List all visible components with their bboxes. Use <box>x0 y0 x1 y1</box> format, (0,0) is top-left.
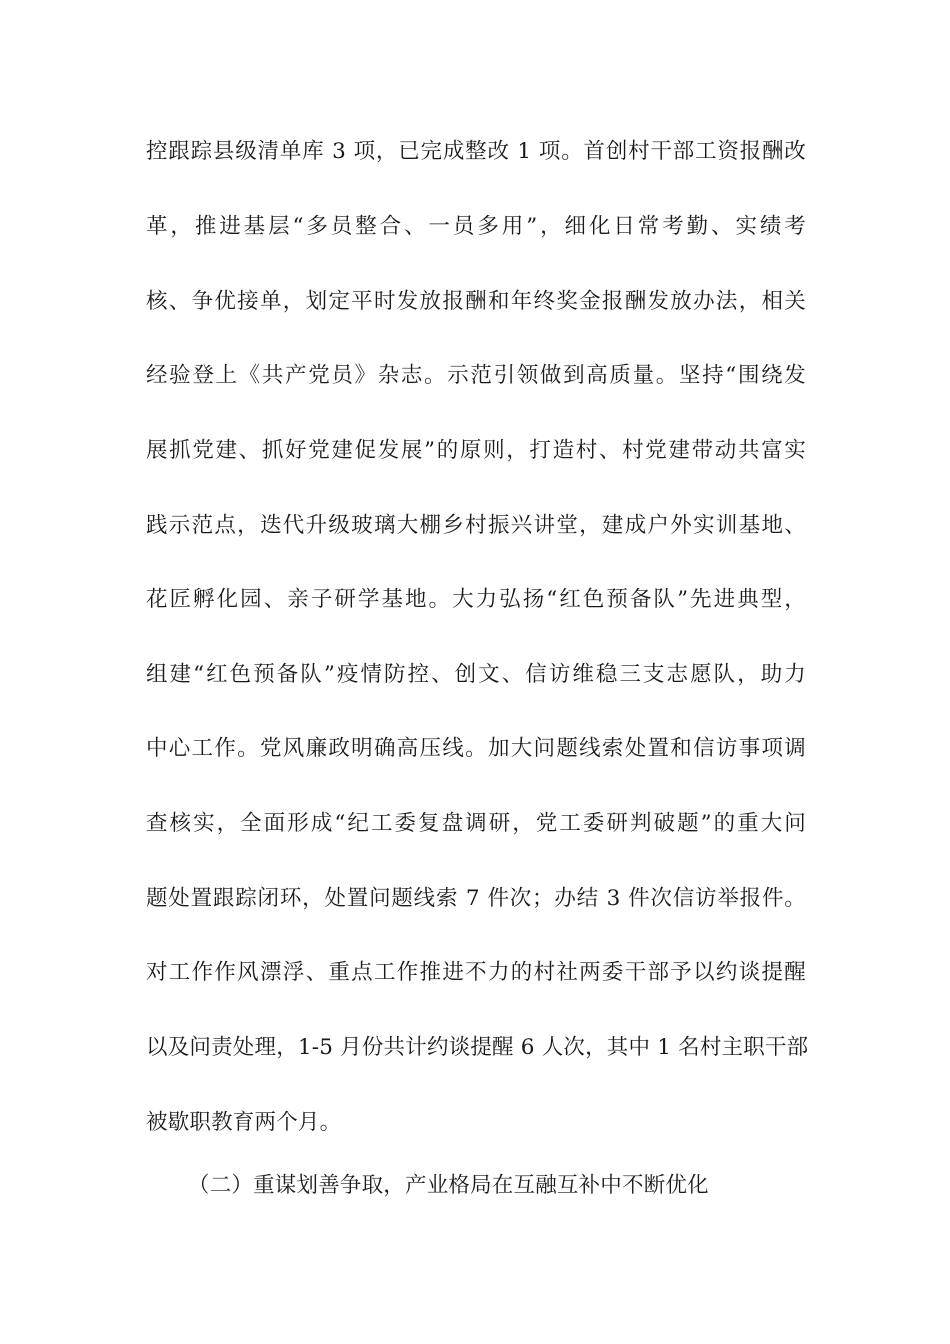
section-heading: （二）重谋划善争取，产业格局在互融互补中不断优化 <box>188 1173 709 1198</box>
paragraph-line: 组建“红色预备队”疫情防控、创文、信访维稳三支志愿队，助力 <box>146 662 806 687</box>
paragraph-line: 以及问责处理，1-5 月份共计约谈提醒 6 人次，其中 1 名村主职干部 <box>146 1035 809 1060</box>
paragraph-line: 核、争优接单，划定平时发放报酬和年终奖金报酬发放办法，相关 <box>146 289 806 314</box>
paragraph-line: 查核实，全面形成“纪工委复盘调研，党工委研判破题”的重大问 <box>146 811 806 836</box>
paragraph-line: 革，推进基层“多员整合、一员多用”，细化日常考勤、实绩考 <box>146 214 806 239</box>
paragraph-line: 控跟踪县级清单库 3 项，已完成整改 1 项。首创村干部工资报酬改 <box>146 139 806 164</box>
paragraph-line: 践示范点，迭代升级玻璃大棚乡村振兴讲堂，建成户外实训基地、 <box>146 513 806 538</box>
paragraph-line: 经验登上《共产党员》杂志。示范引领做到高质量。坚持“围绕发 <box>146 363 806 388</box>
paragraph-line-last: 被歇职教育两个月。 <box>146 1110 342 1135</box>
paragraph-line: 对工作作风漂浮、重点工作推进不力的村社两委干部予以约谈提醒 <box>146 960 806 985</box>
paragraph-line: 花匠孵化园、亲子研学基地。大力弘扬“红色预备队”先进典型， <box>146 587 806 612</box>
paragraph-line: 题处置跟踪闭环，处置问题线索 7 件次；办结 3 件次信访举报件。 <box>146 886 806 911</box>
paragraph-line: 展抓党建、抓好党建促发展”的原则，打造村、村党建带动共富实 <box>146 438 806 463</box>
paragraph-line: 中心工作。党风廉政明确高压线。加大问题线索处置和信访事项调 <box>146 736 806 761</box>
